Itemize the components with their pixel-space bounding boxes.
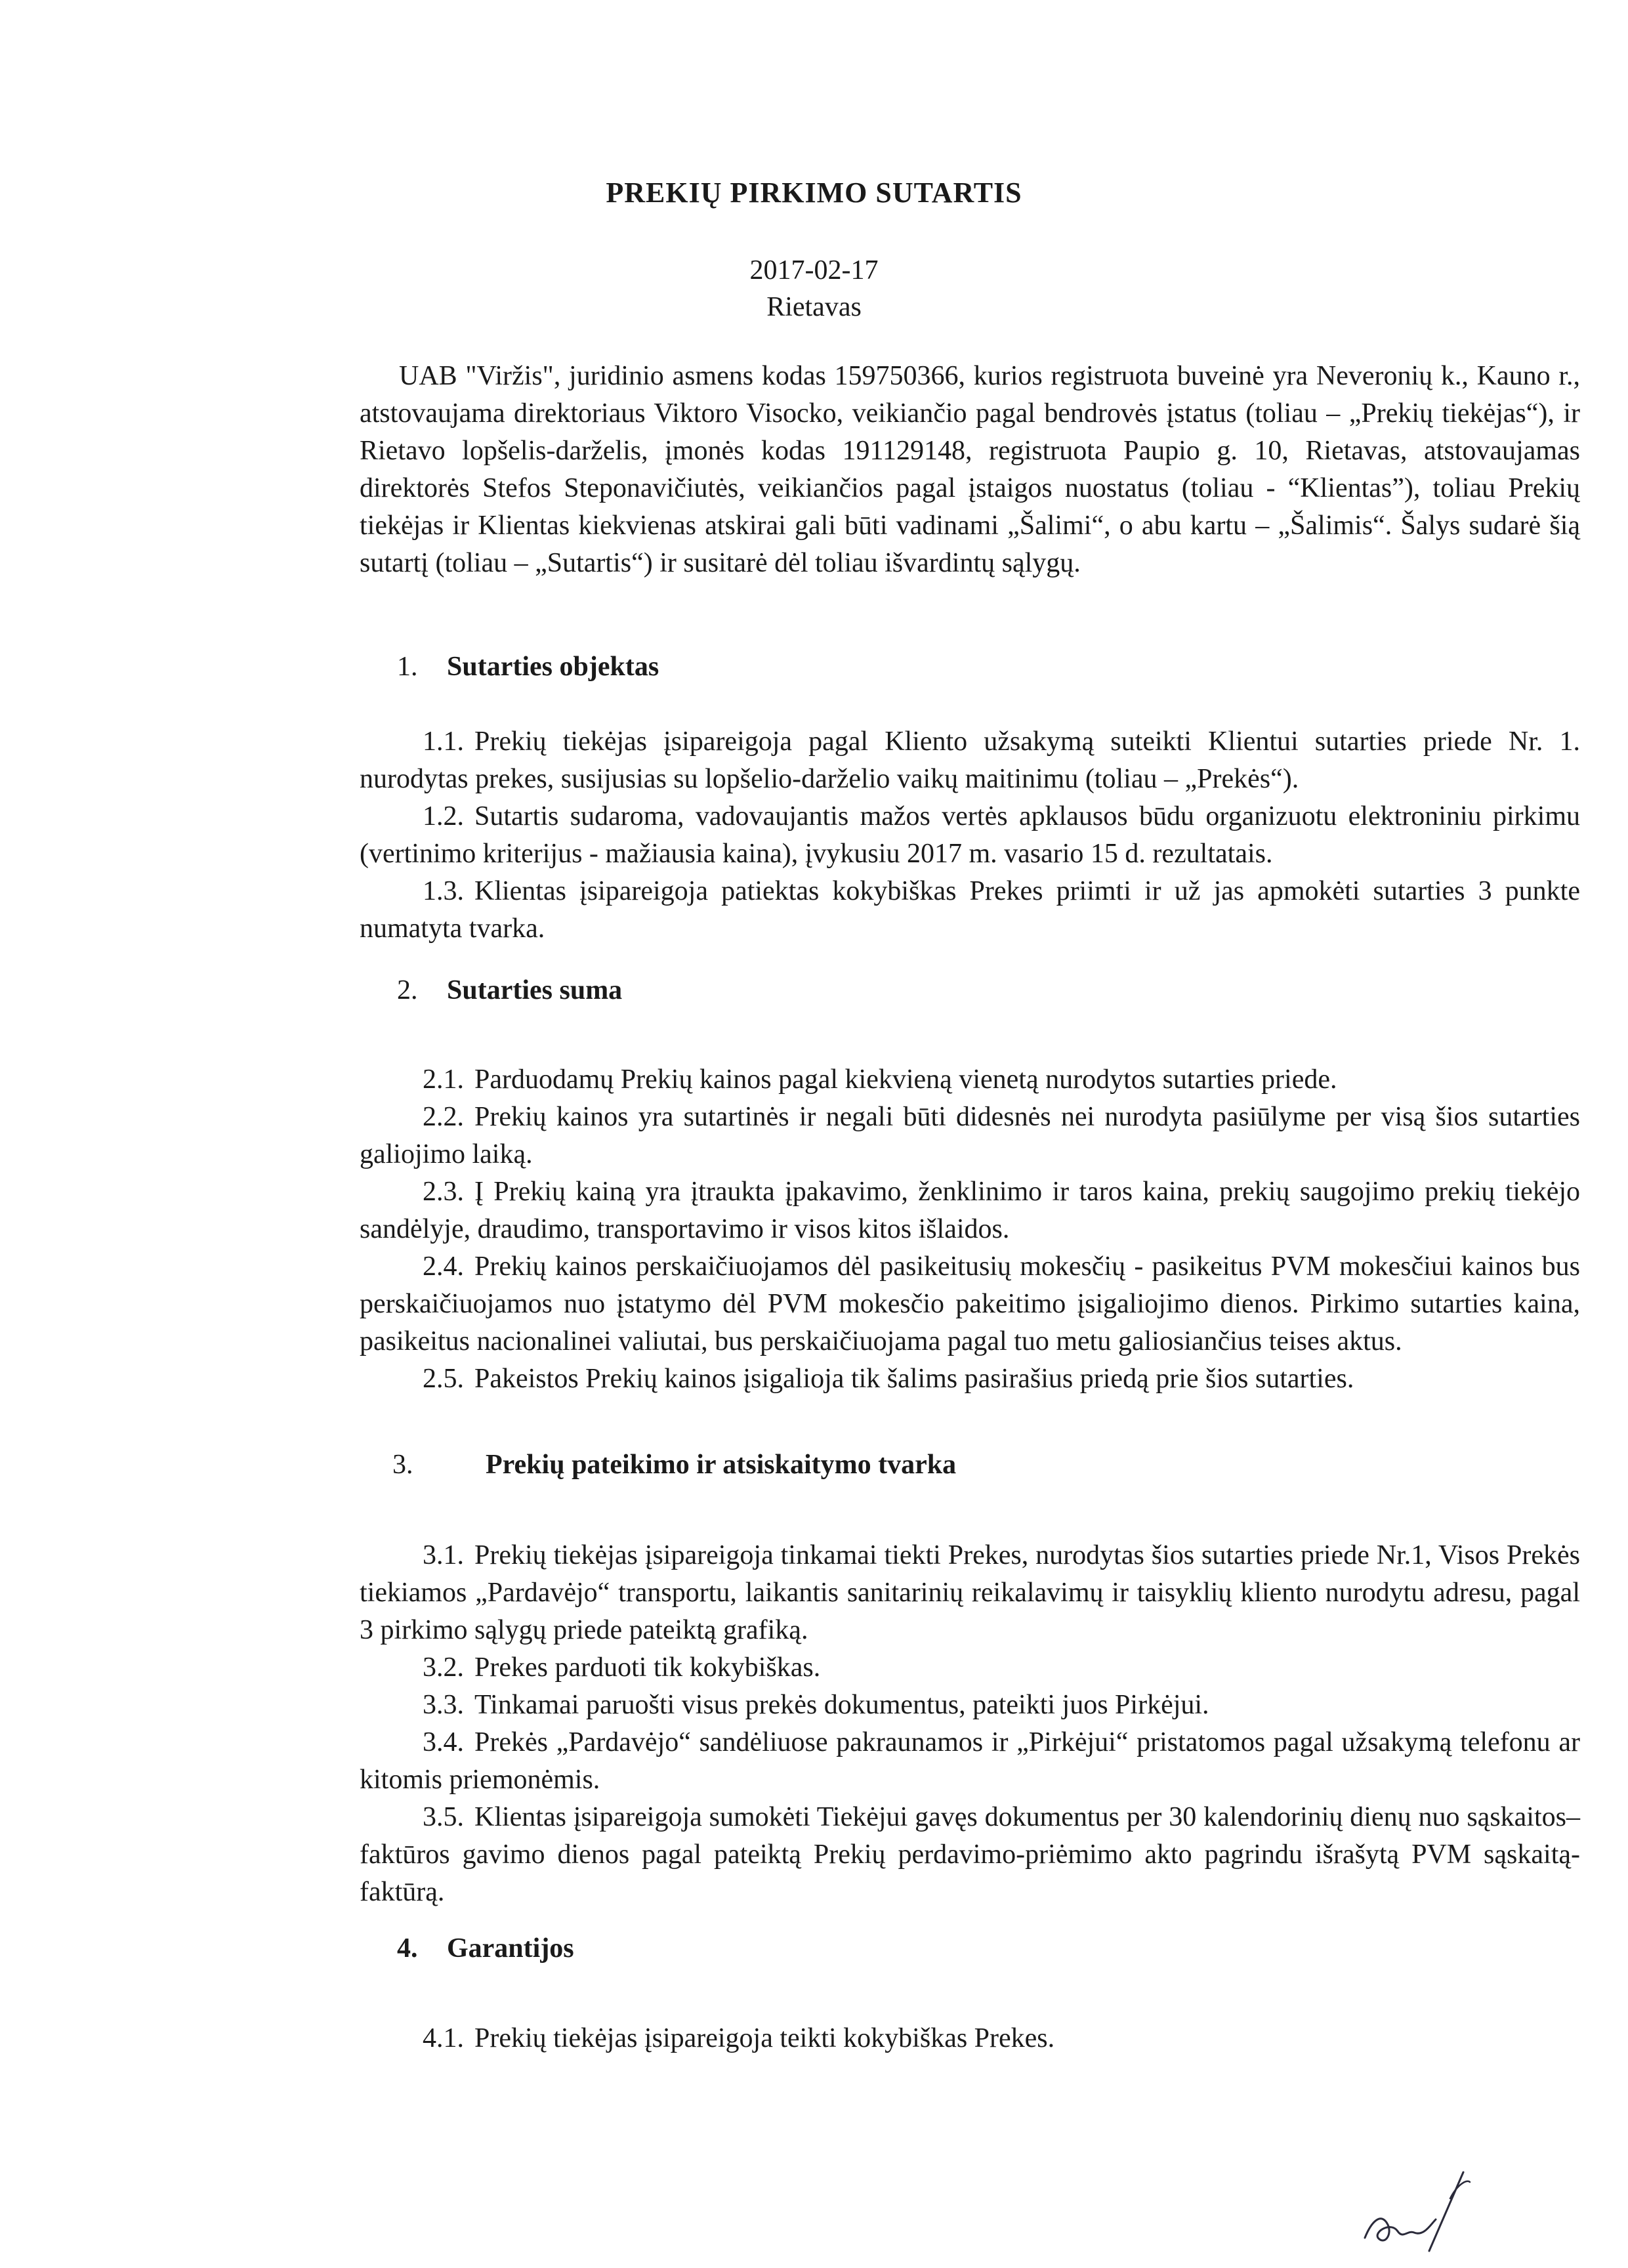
clause-text: Klientas įsipareigoja patiektas kokybiškas Prekes priimti ir už jas apmokėti sutarties 3 punkte numatyta tvarka. [360, 876, 1580, 944]
clause-text: Prekes parduoti tik kokybiškas. [474, 1652, 821, 1683]
clause-text: Sutartis sudaroma, vadovaujantis mažos vertės apklausos būdu organizuotu elektroniniu pirkimu (vertinimo kriterijus - mažiausia kaina), įvykusiu 2017 m. vasario 15 d. rezultatais. [360, 801, 1580, 869]
clause-item [360, 1649, 1580, 1687]
clause-number: 2.5. [423, 1364, 464, 1394]
intro-paragraph: UAB "Viržis", juridinio asmens kodas 159750366, kurios registruota buveinė yra Neveronių k., Kauno r., atstovaujama direktoriaus Viktoro Visocko, veikiančio pagal bendrovės įstatus (toliau – „Prekių tiekėjas“), ir Rietavo lopšelis-darželis, įmonės kodas 191129148, registruota Paupio g. 10, Rietavas, atstovaujamas direktorės Stefos Steponavičiutės, veikiančios pagal įstaigos nuostatus (toliau - “Klientas”), toliau Prekių tiekėjas ir Klientas kiekvienas atskirai gali būti vadinami „Šalimi“, o abu kartu – „Šalimis“. Šalys sudarė šią sutartį (toliau – „Sutartis“) ir susitarė dėl toliau išvardintų sąlygų. [360, 361, 1580, 578]
section-2-items [360, 1061, 1580, 1398]
clause-number: 4.1. [423, 2023, 464, 2053]
clause-item [360, 798, 1580, 873]
clause-text: Prekių tiekėjas įsipareigoja tinkamai tiekti Prekes, nurodytas šios sutarties priede Nr.1, Visos Prekės tiekiamos „Pardavėjo“ transportu, laikantis sanitarinių reikalavimų ir taisyklių kliento nurodytu adresu, pagal 3 pirkimo sąlygų priede pateiktą grafiką. [360, 1540, 1580, 1645]
clause-item [360, 2020, 1580, 2057]
clause-number: 1.2. [423, 801, 464, 831]
clause-number: 3.1. [423, 1540, 464, 1570]
section-title: Sutarties suma [447, 975, 623, 1005]
clause-number: 3.2. [423, 1652, 464, 1683]
clause-text: Pakeistos Prekių kainos įsigalioja tik šalims pasirašius priedą prie šios sutarties. [474, 1364, 1354, 1394]
signature-mark [1352, 2159, 1483, 2258]
clause-number: 3.4. [423, 1727, 464, 1757]
clause-text: Parduodamų Prekių kainos pagal kiekvieną vienetą nurodytos sutarties priede. [474, 1064, 1337, 1095]
clause-item [360, 1687, 1580, 1724]
document-title: PREKIŲ PIRKIMO SUTARTIS [606, 177, 1022, 209]
clause-item [360, 1799, 1580, 1911]
section-heading-4 [397, 1933, 574, 1964]
clause-item [360, 1248, 1580, 1360]
clause-item [360, 1360, 1580, 1398]
clause-item [360, 1099, 1580, 1173]
clause-item [360, 873, 1580, 948]
clause-text: Klientas įsipareigoja sumokėti Tiekėjui gavęs dokumentus per 30 kalendorinių dienų nuo sąskaitos–faktūros gavimo dienos pagal pateiktą Prekių perdavimo-priėmimo akto pagrindu išrašytą PVM sąskaitą-faktūrą. [360, 1802, 1580, 1907]
clause-item [360, 1537, 1580, 1649]
clause-text: Prekių kainos perskaičiuojamos dėl pasikeitusių mokesčių - pasikeitus PVM mokesčiui kainos bus perskaičiuojamos nuo įstatymo dėl PVM mokesčio pakeitimo įsigaliojimo dienos. Pirkimo sutarties kaina, pasikeitus nacionalinei valiutai, bus perskaičiuojama pagal tuo metu galiosiančius teises aktus. [360, 1251, 1580, 1356]
section-title: Garantijos [447, 1933, 574, 1964]
section-4-items [360, 2020, 1580, 2057]
clause-text: Prekių tiekėjas įsipareigoja teikti kokybiškas Prekes. [474, 2023, 1055, 2053]
clause-text: Prekės „Pardavėjo“ sandėliuose pakraunamos ir „Pirkėjui“ pristatomos pagal užsakymą telefonu ar kitomis priemonėmis. [360, 1727, 1580, 1795]
section-3-items [360, 1537, 1580, 1911]
clause-item [360, 1724, 1580, 1799]
document-place: Rietavas [766, 292, 862, 322]
clause-text: Prekių tiekėjas įsipareigoja pagal Kliento užsakymą suteikti Klientui sutarties priede Nr. 1. nurodytas prekes, susijusias su lopšelio-darželio vaikų maitinimu (toliau – „Prekės“). [360, 726, 1580, 794]
clause-text: Į Prekių kainą yra įtraukta įpakavimo, ženklinimo ir taros kaina, prekių saugojimo prekių tiekėjo sandėlyje, draudimo, transportavimo ir visos kitos išlaidos. [360, 1177, 1580, 1244]
clause-number: 1.3. [423, 876, 464, 906]
section-heading-3 [392, 1449, 956, 1480]
document-date: 2017-02-17 [749, 255, 879, 285]
clause-number: 2.2. [423, 1102, 464, 1132]
section-number: 1. [397, 652, 418, 682]
section-number: 3. [392, 1450, 413, 1480]
clause-number: 2.4. [423, 1251, 464, 1282]
clause-item [360, 723, 1580, 798]
clause-number: 3.5. [423, 1802, 464, 1832]
section-heading-1 [397, 651, 659, 682]
clause-item [360, 1173, 1580, 1248]
clause-number: 1.1. [423, 726, 464, 757]
section-number: 2. [397, 975, 418, 1005]
clause-number: 2.1. [423, 1064, 464, 1095]
section-1-items [360, 723, 1580, 948]
clause-number: 2.3. [423, 1177, 464, 1207]
clause-number: 3.3. [423, 1690, 464, 1720]
section-heading-2 [397, 975, 622, 1006]
section-title: Sutarties objektas [447, 652, 659, 682]
section-number: 4. [397, 1933, 418, 1964]
clause-item [360, 1061, 1580, 1099]
clause-text: Prekių kainos yra sutartinės ir negali būti didesnės nei nurodyta pasiūlyme per visą šios sutarties galiojimo laiką. [360, 1102, 1580, 1169]
clause-text: Tinkamai paruošti visus prekės dokumentus, pateikti juos Pirkėjui. [474, 1690, 1209, 1720]
section-title: Prekių pateikimo ir atsiskaitymo tvarka [486, 1450, 957, 1480]
